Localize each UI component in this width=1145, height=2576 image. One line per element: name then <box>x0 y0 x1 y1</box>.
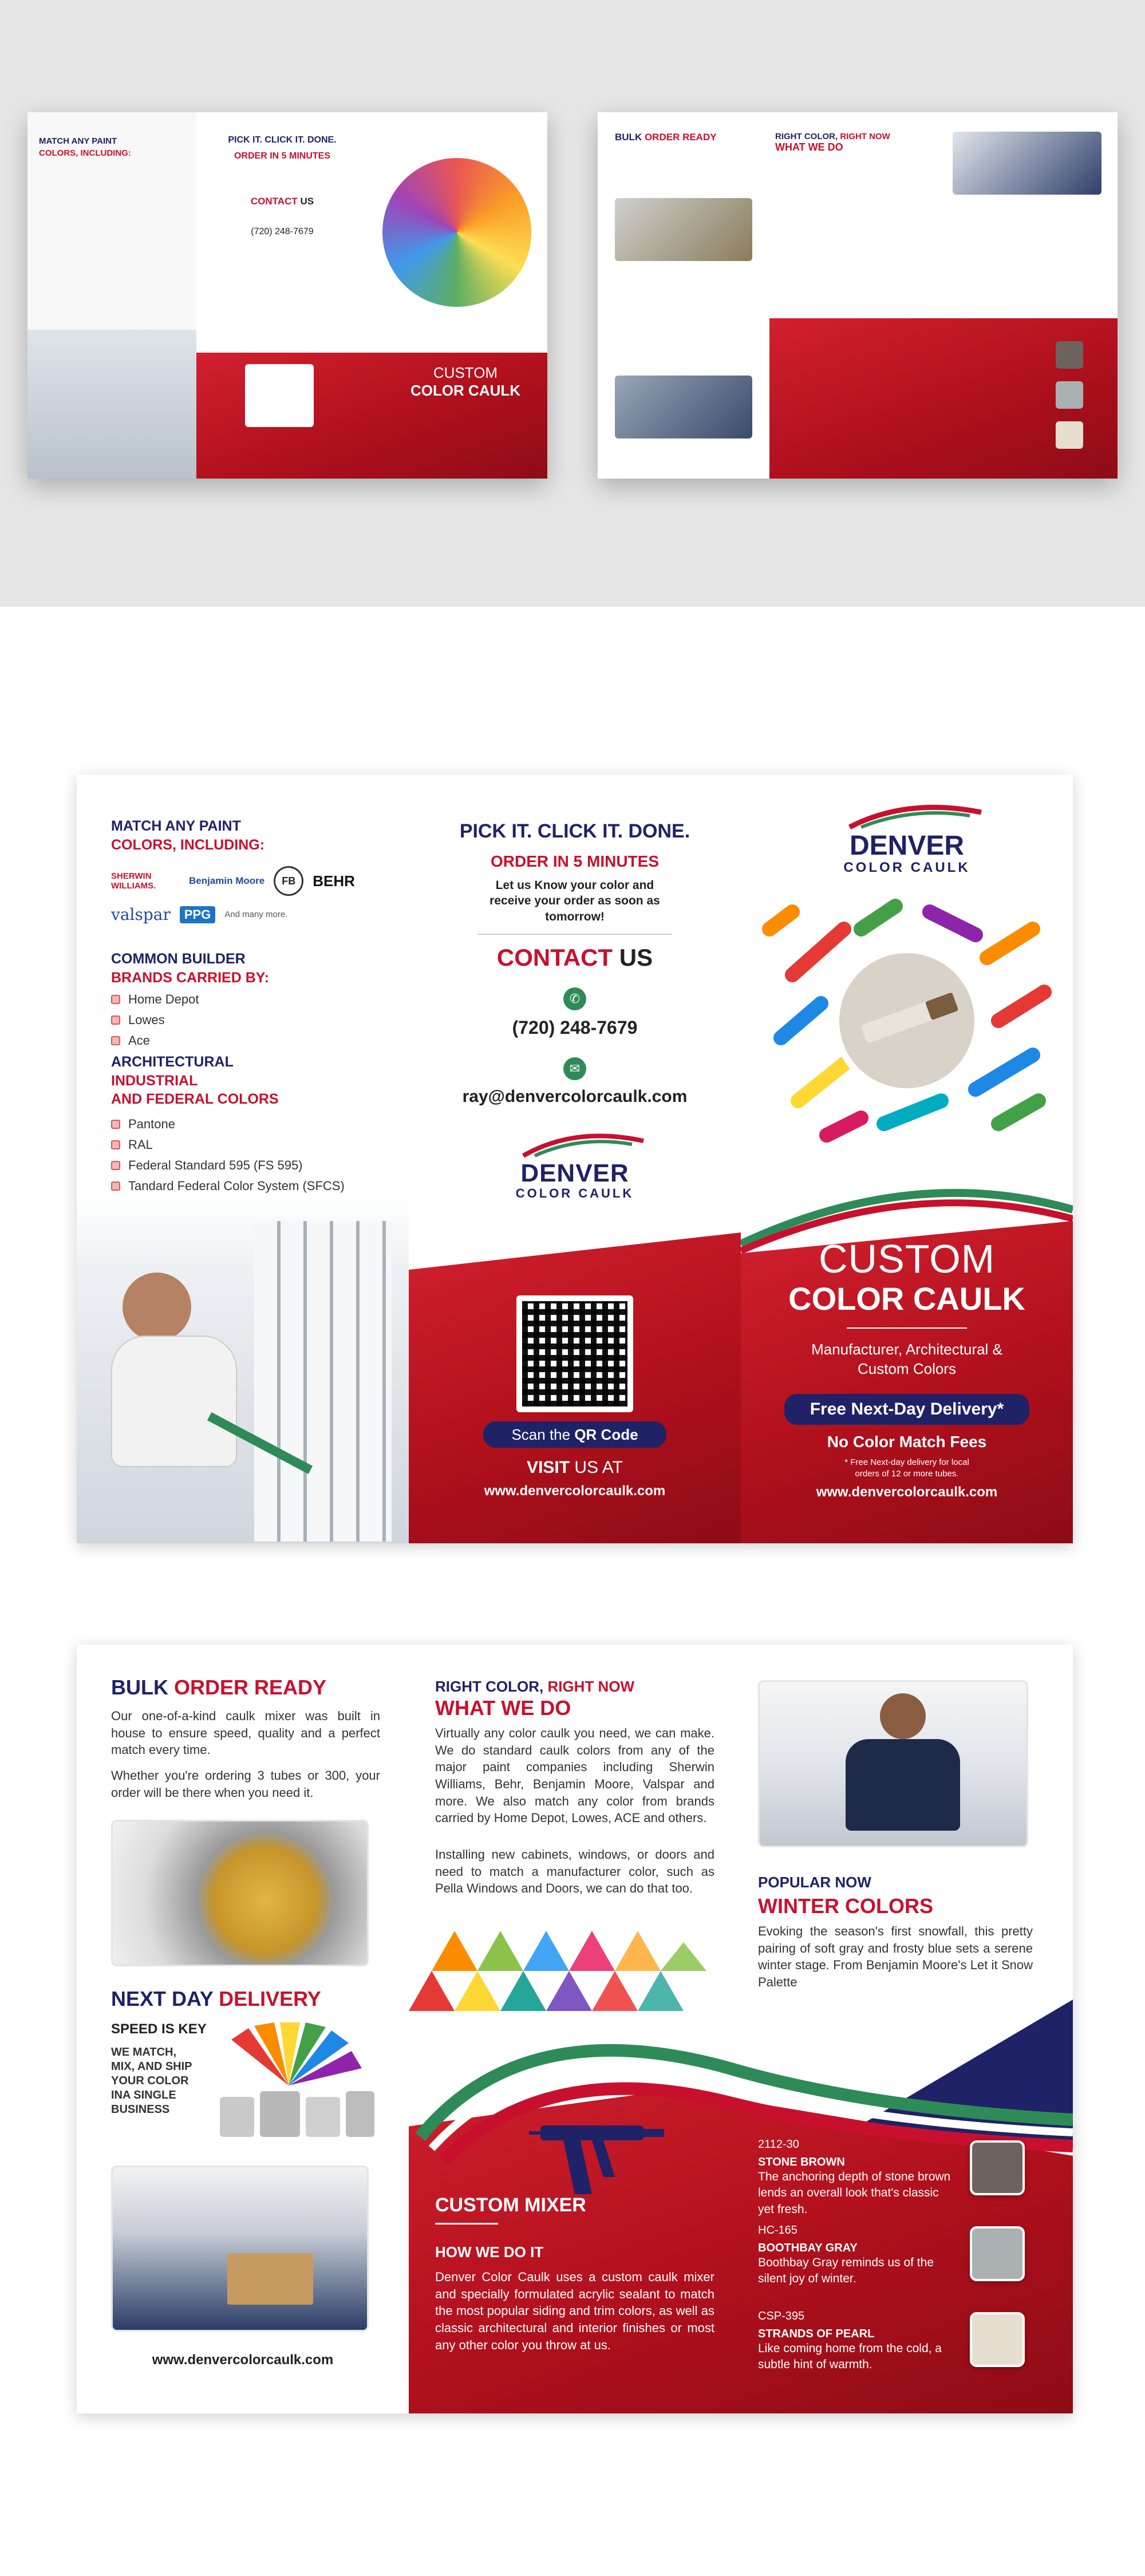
custom-mixer-title: CUSTOM MIXER <box>435 2194 586 2216</box>
cover-website-link[interactable]: www.denvercolorcaulk.com <box>816 1484 998 1500</box>
brochure-outside <box>77 775 1073 1543</box>
list-item: RAL <box>111 1137 345 1152</box>
how-text: Denver Color Caulk uses a custom caulk mixer and specially formulated acrylic sealant to match the most popular siding and trim colors, as well as classic architectural and interior finishes or most any other color you throw at us. <box>435 2270 714 2352</box>
list-item: Ace <box>111 1033 199 1048</box>
geometric-pattern <box>409 1919 718 2011</box>
swatch-name: BOOTHBAY GRAY <box>758 2242 858 2254</box>
outside-col-middle <box>409 775 741 1543</box>
inside-col-left <box>77 1645 409 2413</box>
swatch-code: 2112-30 <box>758 2138 799 2151</box>
swatch-code: HC-165 <box>758 2224 797 2237</box>
mini-what-title: RIGHT COLOR, RIGHT NOW WHAT WE DO <box>775 132 890 153</box>
divider <box>477 934 672 935</box>
list-item: Pantone <box>111 1117 345 1132</box>
cover-title: CUSTOM COLOR CAULK <box>788 1236 1025 1317</box>
swatch-chip <box>970 2312 1025 2367</box>
speed-text: WE MATCH, MIX, AND SHIP YOUR COLOR INA SINGLE BUSINESS <box>111 2046 192 2116</box>
match-heading: MATCH ANY PAINT COLORS, INCLUDING: <box>111 818 265 853</box>
sherwin-logo: SHERWIN WILLIAMS. <box>111 871 156 891</box>
photo-window-installer <box>758 1680 1028 1847</box>
swatch-chip <box>970 2226 1025 2281</box>
outside-col-cover <box>741 775 1073 1543</box>
paint-cans-graphic <box>208 2022 380 2143</box>
contact-title: CONTACT US <box>496 944 653 971</box>
list-item: Federal Standard 595 (FS 595) <box>111 1158 345 1173</box>
brand-logos <box>111 866 386 924</box>
pick-title: PICK IT. CLICK IT. DONE. <box>459 820 690 842</box>
inside-website-link[interactable]: www.denvercolorcaulk.com <box>152 2352 334 2368</box>
order-title: ORDER IN 5 MINUTES <box>490 852 660 870</box>
what-text-1: Virtually any color caulk you need, we can make. We do standard caulk colors from any of the major paint companies including Sherwin Williams, Behr, Benjamin Moore, Valspar and more. We also match any color from brands carried by Home Depot, Lowes, ACE and others. <box>435 1726 714 1826</box>
photo-caulk-mixer <box>111 1820 369 1966</box>
denver-logo: DENVER COLOR CAULK <box>500 1129 649 1204</box>
swatch-item <box>758 2309 1056 2395</box>
color-burst-graphic <box>758 895 1056 1147</box>
mini-bulk-title: BULK ORDER READY <box>615 132 717 143</box>
swatch-item <box>758 2223 1056 2309</box>
email-link[interactable]: ray@denvercolorcaulk.com <box>462 1087 688 1106</box>
mini-color-burst <box>382 158 531 307</box>
mini-qr <box>245 364 314 427</box>
bulk-text-2: Whether you're ordering 3 tubes or 300, your order will be there when you need it. <box>111 1768 380 1800</box>
list-item: Tandard Federal Color System (SFCS) <box>111 1179 345 1194</box>
swatch-item <box>758 2137 1056 2223</box>
website-link[interactable]: www.denvercolorcaulk.com <box>484 1483 666 1499</box>
mini-swatch-2 <box>1056 381 1083 409</box>
mini-photo-mixer <box>615 198 752 261</box>
winter-colors-title: WINTER COLORS <box>758 1894 933 1918</box>
what-we-do-title: WHAT WE DO <box>435 1696 571 1720</box>
many-more-text: And many more. <box>224 910 288 919</box>
cover-subtitle: Manufacturer, Architectural & Custom Colors <box>811 1341 1002 1377</box>
swatch-desc: Like coming home from the cold, a subtle hint of warmth. <box>758 2342 942 2372</box>
builder-list <box>111 992 199 1054</box>
divider <box>847 1327 967 1329</box>
builder-heading: COMMON BUILDER BRANDS CARRIED BY: <box>111 951 269 986</box>
divider <box>435 2223 498 2225</box>
mini-swatch-3 <box>1056 421 1083 449</box>
bullet-icon <box>111 1120 120 1129</box>
bulk-text-1: Our one-of-a-kind caulk mixer was built in house to ensure speed, quality and a perfect match every time. <box>111 1709 380 1757</box>
ppg-logo: PPG <box>180 906 215 923</box>
outside-col-left <box>77 775 409 1543</box>
photo-delivery-workers <box>111 2166 369 2332</box>
benjamin-moore-logo: Benjamin Moore <box>189 875 265 886</box>
swatch-desc: The anchoring depth of stone brown lends an overall look that's classic yet fresh. <box>758 2170 951 2216</box>
delivery-badge: Free Next-Day Delivery* <box>784 1394 1029 1425</box>
mini-photo-installer <box>953 132 1101 195</box>
qr-code[interactable] <box>516 1295 633 1412</box>
scan-qr-button[interactable]: Scan the QR Code <box>483 1421 666 1448</box>
arch-heading: ARCHITECTURAL INDUSTRIAL AND FEDERAL COLORS <box>111 1054 279 1107</box>
swatch-name: STRANDS OF PEARL <box>758 2328 875 2340</box>
bullet-icon <box>111 1016 120 1025</box>
mini-swatch-1 <box>1056 341 1083 369</box>
next-day-title: NEXT DAY DELIVERY <box>111 1987 321 2010</box>
bullet-icon <box>111 1161 120 1170</box>
bullet-icon <box>111 1182 120 1191</box>
order-text: Let us Know your color and receive your order as soon as tomorrow! <box>489 879 660 923</box>
mini-cover-title: CUSTOM COLOR CAULK <box>410 364 521 400</box>
mini-brochure-outside <box>27 112 547 479</box>
swatch-name: STONE BROWN <box>758 2156 845 2168</box>
visit-text: VISIT US AT <box>527 1458 623 1477</box>
phone-number[interactable]: (720) 248-7679 <box>512 1017 638 1038</box>
right-color-title: RIGHT COLOR, RIGHT NOW <box>435 1678 635 1695</box>
speed-key: SPEED IS KEY <box>111 2021 207 2037</box>
swatch-chip <box>970 2140 1025 2195</box>
bulk-title: BULK ORDER READY <box>111 1676 327 1699</box>
popular-now: POPULAR NOW <box>758 1874 871 1891</box>
how-we-do-it-title: HOW WE DO IT <box>435 2243 544 2261</box>
cover-logo: DENVER COLOR CAULK <box>827 801 987 881</box>
behr-logo: BEHR <box>313 872 355 890</box>
email-icon: ✉ <box>563 1057 586 1080</box>
bullet-icon <box>111 995 120 1004</box>
swatch-list <box>758 2137 1056 2395</box>
mini-brochure-inside <box>598 112 1118 479</box>
photo-worker-caulking <box>77 1198 409 1543</box>
winter-text: Evoking the season's first snowfall, this pretty pairing of soft gray and frosty blue sets a serene winter stage. From Benjamin Moore's Let it Snow Palette <box>758 1924 1033 1990</box>
bullet-icon <box>111 1036 120 1045</box>
caulk-gun-icon <box>529 2103 666 2200</box>
mini-photo-delivery <box>615 376 752 438</box>
swatch-code: CSP-395 <box>758 2310 805 2322</box>
no-fees-text: No Color Match Fees <box>827 1433 987 1451</box>
logo-swoosh-icon <box>500 1129 649 1158</box>
mockup-hero <box>0 0 1145 607</box>
mini-pick-text: PICK IT. CLICK IT. DONE. ORDER IN 5 MINUTES CONTACT US (720) 248-7679 <box>228 135 337 236</box>
arch-list <box>111 1117 345 1199</box>
mini-match-text: MATCH ANY PAINT COLORS, INCLUDING: <box>39 136 131 158</box>
logo-swoosh-icon <box>827 801 987 829</box>
mini-photo-worker <box>27 330 196 479</box>
what-text-2: Installing new cabinets, windows, or doors and need to match a manufacturer color, such as Pella Windows and Doors, we can do that too. <box>435 1847 714 1896</box>
valspar-logo: valspar <box>111 905 171 924</box>
farrow-ball-logo: FB <box>274 866 303 896</box>
list-item: Home Depot <box>111 992 199 1007</box>
swatch-desc: Boothbay Gray reminds us of the silent joy of winter. <box>758 2256 934 2286</box>
phone-icon: ✆ <box>563 987 586 1010</box>
list-item: Lowes <box>111 1013 199 1028</box>
bullet-icon <box>111 1140 120 1149</box>
brochure-inside <box>77 1645 1073 2413</box>
fine-print: * Free Next-day delivery for local orders of 12 or more tubes. <box>844 1457 969 1479</box>
